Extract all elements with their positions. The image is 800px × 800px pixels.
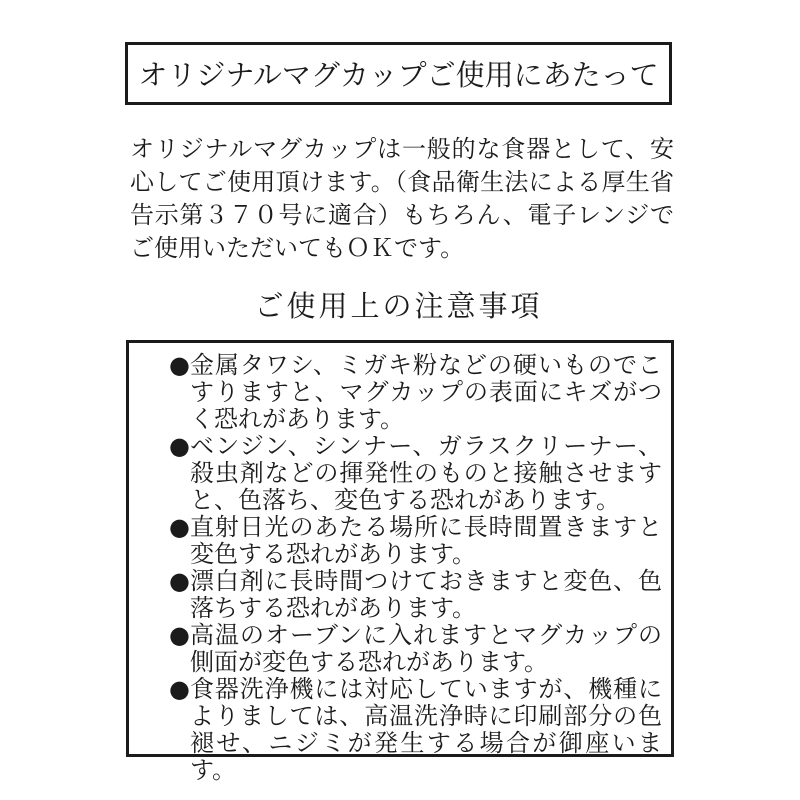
bullet-icon: ●: [169, 675, 190, 703]
notice-list: [169, 352, 662, 784]
notice-item: [169, 622, 662, 676]
notice-text: 高温のオーブンに入れますとマグカップの側面が変色する恐れがあります。: [189, 621, 662, 676]
notice-text: ベンジン、シンナー、ガラスクリーナー、殺虫剤などの揮発性のものと接触させますと、色落ち、変色する恐れがあります。: [189, 432, 662, 514]
notice-text: 直射日光のあたる場所に長時間置きますと変色する恐れがあります。: [189, 513, 662, 568]
notice-box: [126, 340, 674, 784]
notice-item: [169, 433, 662, 514]
title-box: [125, 42, 672, 105]
section-heading: ご使用上の注意事項: [254, 289, 543, 323]
bullet-icon: ●: [169, 567, 190, 595]
page-title: オリジナルマグカップご使用にあたって: [138, 58, 659, 92]
notice-text: 金属タワシ、ミガキ粉などの硬いものでこすりますと、マグカップの表面にキズがつく恐れがあります。: [189, 351, 662, 433]
intro-paragraph: オリジナルマグカップは一般的な食器として、安心してご使用頂けます。（食品衛生法による厚生省告示第３７０号に適合）もちろん、電子レンジでご使用いただいてもＯＫです。: [130, 135, 674, 262]
notice-text: 食器洗浄機には対応していますが、機種によりましては、高温洗浄時に印刷部分の色褪せ、ニジミが発生する場合が御座います。: [189, 675, 662, 784]
notice-text: 漂白剤に長時間つけておきますと変色、色落ちする恐れがあります。: [189, 567, 662, 622]
notice-item: [169, 676, 662, 784]
bullet-icon: ●: [169, 621, 190, 649]
bullet-icon: ●: [169, 432, 190, 460]
bullet-icon: ●: [169, 351, 190, 379]
bullet-icon: ●: [169, 513, 190, 541]
notice-item: [169, 568, 662, 622]
notice-item: [169, 352, 662, 433]
notice-item: [169, 514, 662, 568]
